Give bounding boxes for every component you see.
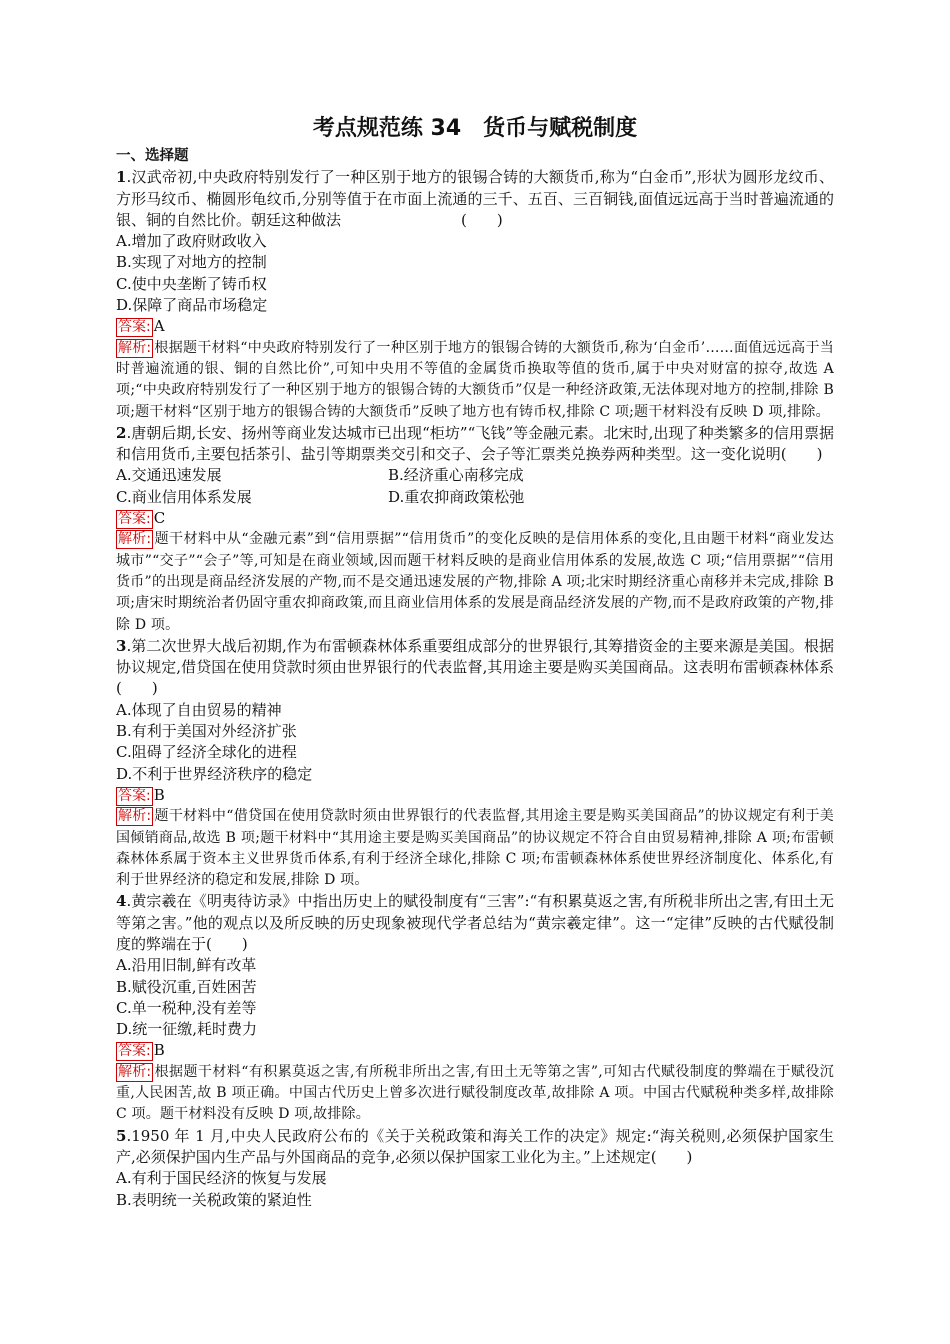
question-number: 4 [116,892,127,911]
question-number: 5 [116,1126,127,1145]
answer-value: B [153,785,165,804]
option-d: D.不利于世界经济秩序的稳定 [116,764,313,783]
option-c: C.阻碍了经济全球化的进程 [116,743,297,762]
option-c: C.商业信用体系发展 [116,487,252,506]
question-text: .汉武帝初,中央政府特别发行了一种区别于地方的银锡合铸的大额货币,称为“白金币”,形状为圆形龙纹币、方形马纹币、椭圆形龟纹币,分别等值于在市面上流通的三千、五百、三百铜钱,面值远远高于当时普遍流通的银、铜的自然比价。朝廷这种做法 ( ) [116,168,834,229]
option-a: A.增加了政府财政收入 [116,232,267,251]
option-b: B.赋役沉重,百姓困苦 [116,977,257,996]
analysis-text: 根据题干材料“中央政府特别发行了一种区别于地方的银锡合铸的大额货币,称为‘白金币’……面值远远高于当时普遍流通的银、铜的自然比价”,可知中央用不等值的金属货币换取等值的货币,属于中央对财富的掠夺,故选 A 项;“中央政府特别发行了一种区别于地方的银锡合铸的大额货币”仅是一种经济政策,无法体现对地方的控制,排除 B 项;题干材料“区别于地方的银锡合铸的大额货币”反映了地方也有铸币权,排除 C 项;题干材料没有反映 D 项,排除。 [116,339,834,420]
option-b: B.表明统一关税政策的紧迫性 [116,1190,312,1209]
answer-label: 答案: [118,787,151,804]
analysis-text: 根据题干材料“有积累莫返之害,有所税非所出之害,有田土无等第之害”,可知古代赋役制度的弊端在于赋役沉重,人民困苦,故 B 项正确。中国古代历史上曾多次进行赋役制度改革,故排除 A 项。中国古代赋税种类多样,故排除 C 项。题干材料没有反映 D 项,故排除。 [116,1063,834,1123]
answer-line [116,785,834,806]
section-heading: 一、选择题 [116,148,189,164]
answer-line [116,508,834,529]
question-number: 1 [116,168,127,187]
option-b: B.经济重心南移完成 [388,466,524,485]
analysis-label: 解析: [118,531,152,548]
option-a: A.体现了自由贸易的精神 [116,700,282,719]
option-a: A.交通迅速发展 [116,466,222,485]
option-b: B.有利于美国对外经济扩张 [116,722,297,741]
option-a: A.沿用旧制,鲜有改革 [116,956,257,975]
question-text: .第二次世界大战后初期,作为布雷顿森林体系重要组成部分的世界银行,其筹措资金的主要来源是美国。根据协议规定,借贷国在使用贷款时须由世界银行的代表监督,其用途主要是购买美国商品。这表明布雷顿森林体系( ) [116,636,834,698]
analysis-text: 题干材料中从“金融元素”到“信用票据”“信用货币”的变化反映的是信用体系的变化,且由题干材料“商业发达城市”“交子”“会子”等,可知是在商业领域,因而题干材料反映的是商业信用体系的发展,故选 C 项;“信用票据”“信用货币”的出现是商品经济发展的产物,而不是交通迅速发展的产物,排除 A 项;北宋时期经济重心南移并未完成,排除 B 项;唐宋时期统治者仍固守重农抑商政策,而且商业信用体系的发展是商品经济发展的产物,而不是政府政策的产物,排除 D 项。 [116,531,834,633]
analysis-block [116,1062,834,1126]
question-text: .黄宗羲在《明夷待访录》中指出历史上的赋役制度有“三害”:“有积累莫返之害,有所税非所出之害,有田土无等第之害。”他的观点以及所反映的历史现象被现代学者总结为“黄宗羲定律”。这一“定律”反映的古代赋役制度的弊端在于( ) [116,892,834,953]
question-number: 2 [116,423,127,442]
question-1-stem [116,167,834,231]
option-c: C.单一税种,没有差等 [116,998,257,1017]
option-d: D.保障了商品市场稳定 [116,296,268,315]
option-a: A.有利于国民经济的恢复与发展 [116,1169,327,1188]
question-3-stem [116,636,834,700]
analysis-label: 解析: [118,808,152,825]
question-4-stem [116,891,834,955]
analysis-label: 解析: [118,1063,152,1080]
analysis-block [116,806,834,891]
answer-value: C [153,509,166,528]
analysis-text: 题干材料中“借贷国在使用贷款时须由世界银行的代表监督,其用途主要是购买美国商品”的协议规定有利于美国倾销商品,故选 B 项;题干材料中“其用途主要是购买美国商品”的协议规定不符合自由贸易精神,排除 A 项;布雷顿森林体系属于资本主义世界货币体系,有利于经济全球化,排除 C 项;布雷顿森林体系使世界经济制度化、体系化,有利于世界经济的稳定和发展,排除 D 项。 [116,808,834,889]
analysis-label: 解析: [118,339,152,356]
option-d: D.重农抑商政策松弛 [388,487,525,506]
answer-line [116,316,834,337]
option-c: C.使中央垄断了铸币权 [116,274,267,293]
analysis-block [116,529,834,635]
question-text: .1950 年 1 月,中央人民政府公布的《关于关税政策和海关工作的决定》规定:“海关税则,必须保护国家生产,必须保护国内生产品与外国商品的竞争,必须以保护国家工业化为主。”上述规定( ) [116,1126,834,1166]
answer-value: B [153,1041,165,1060]
question-text: .唐朝后期,长安、扬州等商业发达城市已出现“柜坊”“飞钱”等金融元素。北宋时,出现了种类繁多的信用票据和信用货币,主要包括茶引、盐引等期票类交引和交子、会子等汇票类兑换券两种类型。这一变化说明( ) [116,423,834,464]
options-row [116,465,834,486]
analysis-block [116,338,834,423]
page-title: 考点规范练 34 货币与赋税制度 [312,116,638,141]
question-number: 3 [116,636,127,655]
document-page [116,114,834,1211]
option-d: D.统一征缴,耗时费力 [116,1020,258,1039]
options-row [116,487,834,508]
answer-label: 答案: [118,1043,151,1060]
answer-label: 答案: [118,319,151,336]
answer-value: A [153,317,165,336]
question-5-stem [116,1126,834,1169]
question-2-stem [116,423,834,466]
answer-line [116,1040,834,1061]
answer-label: 答案: [118,511,151,528]
option-b: B.实现了对地方的控制 [116,253,267,272]
